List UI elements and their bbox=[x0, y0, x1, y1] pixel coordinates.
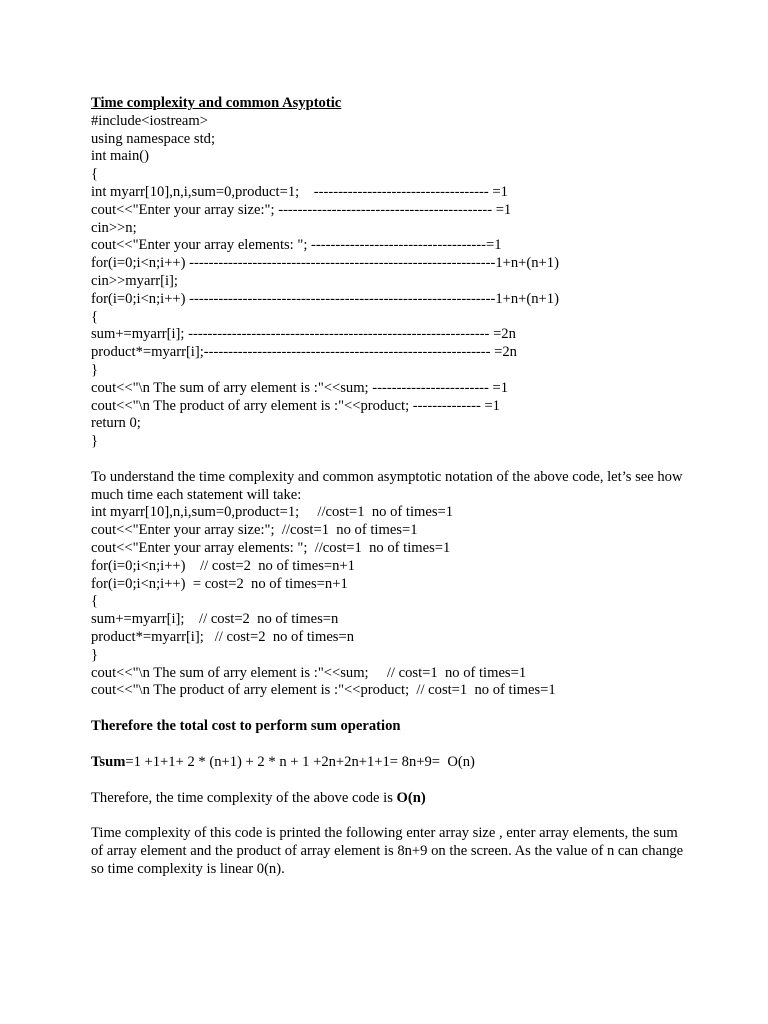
code-line: #include<iostream> bbox=[91, 112, 208, 129]
code-line: for(i=0;i<n;i++) ---------------------------------------------------------------1+n+(n+1) bbox=[91, 290, 559, 307]
code-block-program bbox=[91, 113, 691, 451]
tsum-expression: =1 +1+1+ 2 * (n+1) + 2 * n + 1 +2n+2n+1+1= 8n+9= O(n) bbox=[125, 753, 475, 770]
code-line: { bbox=[91, 308, 99, 325]
code-line: cin>>n; bbox=[91, 219, 137, 236]
intro-paragraph: To understand the time complexity and common asymptotic notation of the above code, let’s see how much time each statement will take: bbox=[91, 468, 683, 503]
cost-line: } bbox=[91, 646, 99, 663]
code-line: product*=myarr[i];----------------------------------------------------------- =2n bbox=[91, 344, 517, 361]
cost-line: { bbox=[91, 593, 99, 610]
cost-line: product*=myarr[i]; // cost=2 no of times=n bbox=[91, 628, 355, 645]
cost-line: cout<<"Enter your array elements: "; //cost=1 no of times=1 bbox=[91, 539, 451, 556]
cost-line: int myarr[10],n,i,sum=0,product=1; //cost=1 no of times=1 bbox=[91, 504, 454, 521]
total-cost-heading: Therefore the total cost to perform sum operation bbox=[91, 718, 401, 735]
code-line: } bbox=[91, 433, 99, 450]
code-line: cin>>myarr[i]; bbox=[91, 272, 178, 289]
document-content bbox=[91, 95, 691, 879]
code-line: cout<<"\n The sum of arry element is :"<<sum; ------------------------ =1 bbox=[91, 379, 509, 396]
complexity-value: O(n) bbox=[396, 789, 426, 806]
cost-line: sum+=myarr[i]; // cost=2 no of times=n bbox=[91, 611, 339, 628]
tsum-label: Tsum bbox=[91, 753, 126, 770]
cost-line: cout<<"Enter your array size:"; //cost=1 no of times=1 bbox=[91, 522, 418, 539]
code-line: for(i=0;i<n;i++) ---------------------------------------------------------------1+n+(n+1) bbox=[91, 255, 559, 272]
code-block-costs bbox=[91, 504, 691, 700]
complexity-prefix: Therefore, the time complexity of the above code is bbox=[91, 789, 397, 806]
complexity-statement bbox=[91, 790, 691, 808]
cost-line: for(i=0;i<n;i++) // cost=2 no of times=n+1 bbox=[91, 557, 355, 574]
page-title: Time complexity and common Asyptotic bbox=[91, 95, 342, 111]
code-line: cout<<"Enter your array size:"; -------------------------------------------- =1 bbox=[91, 201, 512, 218]
code-line: int main() bbox=[91, 148, 149, 165]
cost-line: cout<<"\n The sum of arry element is :"<<sum; // cost=1 no of times=1 bbox=[91, 664, 527, 681]
final-paragraph: Time complexity of this code is printed the following enter array size , enter array elements, the sum of array element and the product of array element is 8n+9 on the screen. As the value of n can change so time complexity is linear 0(n). bbox=[91, 825, 684, 878]
code-line: cout<<"Enter your array elements: "; ------------------------------------=1 bbox=[91, 237, 502, 254]
code-line: cout<<"\n The product of arry element is :"<<product; -------------- =1 bbox=[91, 397, 500, 414]
code-line: int myarr[10],n,i,sum=0,product=1; ------------------------------------ =1 bbox=[91, 183, 508, 200]
code-line: return 0; bbox=[91, 415, 141, 432]
cost-line: cout<<"\n The product of arry element is :"<<product; // cost=1 no of times=1 bbox=[91, 682, 556, 699]
code-line: { bbox=[91, 166, 99, 183]
code-line: } bbox=[91, 361, 99, 378]
tsum-equation bbox=[91, 754, 691, 772]
cost-line: for(i=0;i<n;i++) = cost=2 no of times=n+1 bbox=[91, 575, 348, 592]
code-line: sum+=myarr[i]; -------------------------------------------------------------- =2n bbox=[91, 326, 516, 343]
code-line: using namespace std; bbox=[91, 130, 216, 147]
